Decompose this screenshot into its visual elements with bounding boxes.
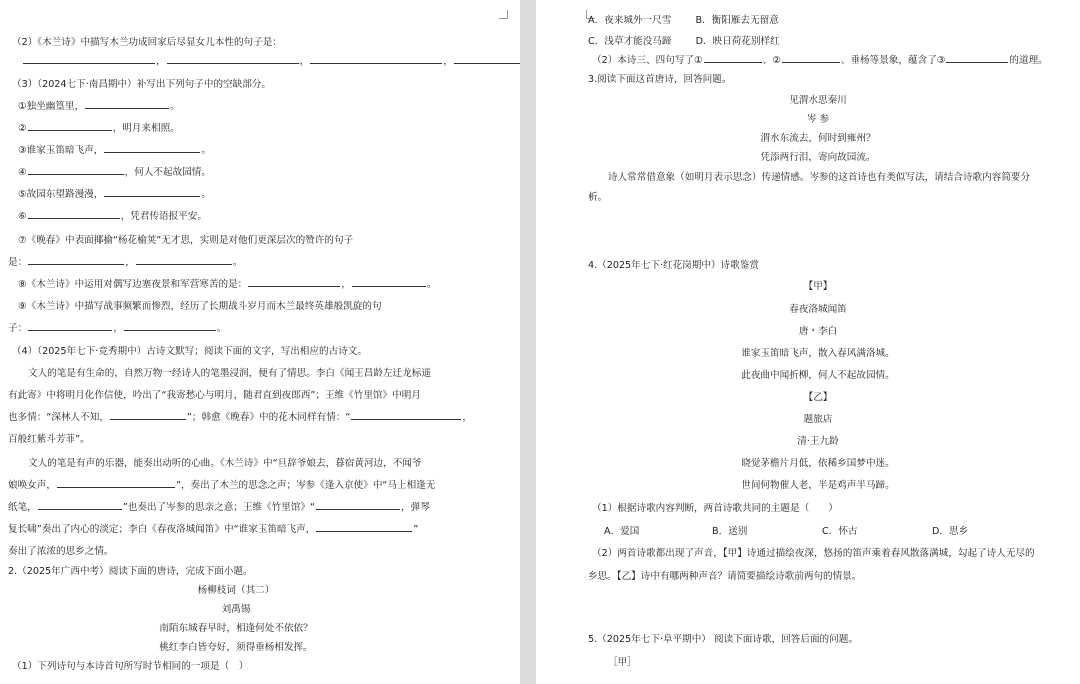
answer-blank[interactable] — [351, 418, 461, 420]
option-row — [588, 36, 780, 48]
option-b[interactable]: B．衡阳雁去无留意 — [695, 15, 779, 26]
poem-author: 岑 参 — [806, 114, 830, 125]
answer-blank[interactable] — [316, 530, 412, 532]
fill-item: ⑧《木兰诗》中运用对偶写边塞夜景和军营寒苦的是： ， 。 — [18, 279, 437, 290]
right-page — [536, 0, 1080, 684]
answer-blank[interactable] — [28, 263, 124, 265]
q2-sub2-blanks: ， ， ， — [22, 56, 520, 68]
answer-blank[interactable] — [454, 62, 520, 64]
option-row — [588, 15, 779, 27]
q2-sub2-line — [12, 37, 282, 49]
passage-line: 百般红紫斗芳菲”。 — [8, 434, 90, 445]
answer-blank[interactable] — [167, 62, 299, 64]
answer-blank[interactable] — [85, 107, 169, 109]
passage-line: 文人的笔是有生命的，自然万物一经诗人的笔墨浸润，便有了情思。李白《闻王昌龄左迁龙标遥 — [28, 368, 431, 379]
answer-blank[interactable] — [316, 508, 400, 510]
answer-blank[interactable] — [104, 195, 200, 197]
answer-blank[interactable] — [352, 285, 426, 287]
q4-option-c[interactable]: C．怀古 — [822, 526, 858, 537]
q2-sub2-right: （2）本诗三、四句写了① 、② 、垂杨等景象，蕴含了③ 的道理。 — [592, 55, 1048, 66]
fill-item: ② ，明月来相照。 — [18, 123, 180, 134]
fill-item: ⑦《晚春》中表面揶揄“杨花榆荚”无才思，实则是对他们更深层次的赞许的句子 — [18, 235, 354, 246]
question-title: 4.（2025年七下·红花岗期中）诗歌鉴赏 — [588, 260, 759, 271]
poem-line: 晓觉茅檐片月低，依稀乡国梦中迷。 — [741, 458, 895, 469]
poem-line: 此夜曲中闻折柳，何人不起故园情。 — [741, 370, 895, 381]
passage-line: 纸笔， ”也奏出了岑参的思亲之意；王维《竹里馆》“ ，弹琴 — [8, 502, 430, 513]
answer-blank[interactable] — [28, 173, 124, 175]
answer-blank[interactable] — [23, 62, 155, 64]
left-page — [0, 0, 520, 684]
crop-mark — [499, 10, 508, 19]
poem-label: 【乙】 — [803, 392, 833, 403]
poem-line: 世间何物催人老，半是鸡声半马蹄。 — [741, 480, 895, 491]
q2-sub3-title — [12, 79, 271, 91]
answer-blank[interactable] — [110, 418, 186, 420]
poem-label: ［甲］ — [608, 657, 637, 668]
passage-line: 有此寄》中将明月化作信使，吟出了“我寄愁心与明月，随君直到夜郎西”；王维《竹里馆》中明月 — [8, 390, 421, 401]
poem-line: 谁家玉笛暗飞声，散入春风满洛城。 — [741, 348, 895, 359]
option-a[interactable]: A．夜来城外一尺雪 — [588, 15, 672, 26]
fill-item: 是： ， 。 — [8, 257, 243, 268]
answer-blank[interactable] — [104, 151, 200, 153]
answer-blank[interactable] — [28, 129, 112, 131]
poem-title: 题旅店 — [803, 414, 833, 425]
q2-sub4-title — [12, 346, 367, 358]
q4-option-a[interactable]: A．爱国 — [604, 526, 640, 537]
poem-label: 【甲】 — [803, 281, 833, 292]
q4-sub2: 乡思。【乙】诗中有哪两种声音？请简要描绘诗歌前两句的情景。 — [588, 571, 862, 582]
q2-title — [8, 566, 253, 578]
fill-item: ⑨《木兰诗》中描写战事频繁而惨烈，经历了长期战斗岁月而木兰最终英雄般凯旋的句 — [18, 301, 382, 312]
fill-item: ③谁家玉笛暗飞声， 。 — [18, 145, 211, 156]
answer-blank[interactable] — [136, 263, 232, 265]
poem-author: 清·王九龄 — [797, 436, 839, 447]
answer-blank[interactable] — [57, 486, 175, 488]
question-title: 3.阅读下面这首唐诗，回答问题。 — [588, 74, 732, 85]
passage-line: 娘唤女声， ”，奏出了木兰的思念之声；岑参《逢入京使》中“马上相逢无 — [8, 480, 436, 491]
poem-title: 春夜洛城闻笛 — [789, 304, 847, 315]
option-c[interactable]: C．浅草才能没马蹄 — [588, 36, 672, 47]
option-d[interactable]: D．映日荷花别样红 — [695, 36, 780, 47]
question-title: （3）（2024七下·南昌期中）补写出下列句子中的空缺部分。 — [12, 79, 272, 90]
answer-blank[interactable] — [28, 217, 120, 219]
question-title: （4）（2025年七下·竞秀期中）古诗文默写；阅读下面的文字，写出相应的古诗文。 — [12, 346, 367, 357]
passage-line: 复长啸”奏出了内心的淡定；李白《春夜洛城闻笛》中“谁家玉笛暗飞声， ” — [8, 524, 419, 535]
q4-option-b[interactable]: B．送别 — [712, 526, 748, 537]
answer-blank[interactable] — [946, 61, 1008, 63]
poem-title: 杨柳枝词（其二） — [197, 585, 275, 596]
answer-blank[interactable] — [310, 62, 442, 64]
answer-blank[interactable] — [38, 508, 122, 510]
question-text: 析。 — [588, 192, 608, 203]
fill-item: ①独坐幽篁里， 。 — [18, 101, 180, 112]
question-text: （2）《木兰诗》中描写木兰功成回家后尽显女儿本性的句子是： — [12, 37, 282, 48]
answer-blank[interactable] — [28, 329, 112, 331]
poem-title: 见渭水思秦川 — [789, 95, 847, 106]
q4-title — [588, 260, 759, 272]
q5-title — [588, 634, 858, 646]
answer-blank[interactable] — [124, 329, 216, 331]
passage-line: 也多情：“深林人不知， ”；韩愈《晚春》中的花木同样有情：“ ， — [8, 412, 472, 423]
poem-line: 渭水东流去，何时到雍州？ — [760, 133, 876, 144]
q3-title — [588, 74, 731, 86]
poem-author: 唐・李白 — [798, 326, 838, 337]
question-title: 5.（2025年七下·阜平期中） 阅读下面诗歌，回答后面的问题。 — [588, 634, 858, 645]
poem-author: 刘禹锡 — [221, 604, 251, 615]
answer-blank[interactable] — [782, 61, 840, 63]
poem-line: 凭添两行泪，寄向故园流。 — [760, 152, 876, 163]
answer-blank[interactable] — [704, 61, 762, 63]
passage-line: 文人的笔是有声的乐器，能奏出动听的心曲。《木兰诗》中“旦辞爷娘去，暮宿黄河边，不闻爷 — [28, 458, 422, 469]
q4-option-d[interactable]: D．思乡 — [932, 526, 969, 537]
question-text: 诗人常常借意象（如明月表示思念）传递情感。岑参的这首诗也有类似写法，请结合诗歌内容简要分 — [608, 172, 1031, 183]
fill-item: ⑥ ，凭君传语报平安。 — [18, 211, 207, 222]
question-title: 2.（2025年广西中考）阅读下面的唐诗，完成下面小题。 — [8, 566, 253, 577]
poem-line: 桃红李白皆夸好，须得垂杨相发挥。 — [159, 642, 313, 653]
fill-item: 子： ， 。 — [8, 323, 227, 334]
q4-sub2: （2）两首诗歌都出现了声音，【甲】诗通过描绘夜深，悠扬的笛声乘着春风散落满城，勾起了诗人无尽的 — [592, 548, 1035, 559]
q4-sub1: （1）根据诗歌内容判断，两首诗歌共同的主题是（ ） — [592, 503, 838, 514]
passage-line: 奏出了浓浓的思乡之情。 — [8, 546, 114, 557]
q2-sub1: （1）下列诗句与本诗首句所写时节相同的一项是（ ） — [12, 661, 249, 672]
poem-line: 南陌东城春早时，相逢何处不依依？ — [159, 623, 313, 634]
answer-blank[interactable] — [248, 285, 340, 287]
fill-item: ⑤故园东望路漫漫， 。 — [18, 189, 211, 200]
fill-item: ④ ，何人不起故园情。 — [18, 167, 211, 178]
